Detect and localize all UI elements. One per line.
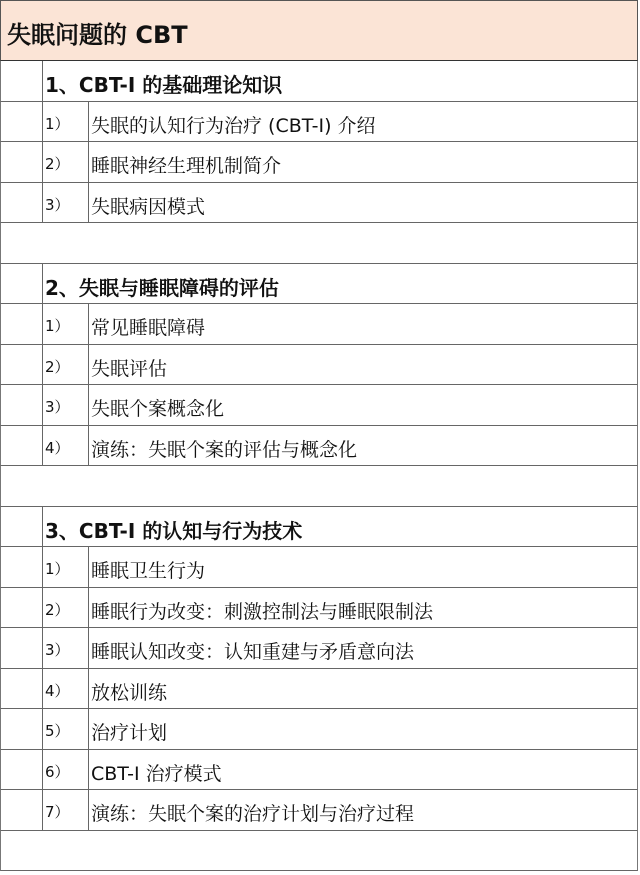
item-number-cell (42, 750, 89, 790)
list-item (0, 709, 638, 750)
blank-cell (1, 547, 43, 587)
item-text: 演练：失眠个案的评估与概念化 (91, 438, 358, 461)
item-number: 4） (45, 438, 70, 457)
blank-cell (1, 142, 43, 182)
section-title: 2、失眠与睡眠障碍的评估 (45, 275, 279, 300)
item-number: 6） (45, 762, 70, 781)
spacer-row (0, 831, 638, 872)
section-title: 3、CBT-I 的认知与行为技术 (45, 518, 303, 543)
list-item (0, 790, 638, 831)
item-text: 睡眠卫生行为 (91, 560, 206, 582)
item-number: 5） (45, 722, 70, 740)
table-title: 失眠问题的 CBT (7, 21, 188, 49)
spacer-row (0, 466, 638, 507)
list-item (0, 385, 638, 426)
item-number: 2） (45, 357, 70, 376)
item-text: CBT-I 治疗模式 (91, 762, 222, 785)
blank-cell (1, 790, 43, 830)
item-text: 常见睡眠障碍 (91, 317, 206, 339)
blank-cell (1, 264, 43, 304)
blank-cell (1, 61, 43, 101)
item-number: 1） (45, 560, 70, 578)
item-text: 失眠的认知行为治疗 (CBT-I) 介绍 (91, 114, 376, 137)
blank-cell (1, 304, 43, 344)
item-number: 1） (45, 317, 70, 335)
item-text: 失眠评估 (91, 357, 168, 380)
blank-cell (1, 669, 43, 709)
blank-cell (1, 345, 43, 385)
blank-cell (1, 385, 43, 425)
item-number: 2） (45, 155, 70, 173)
spacer-row (0, 223, 638, 264)
item-text: 演练：失眠个案的治疗计划与治疗过程 (91, 803, 415, 825)
item-text: 放松训练 (91, 681, 168, 704)
section-title: 1、CBT-I 的基础理论知识 (45, 73, 283, 97)
item-number-cell (42, 547, 89, 587)
list-item (0, 183, 638, 224)
section-row (0, 264, 638, 305)
item-number-cell (42, 709, 89, 749)
item-number-cell (42, 183, 89, 223)
item-text: 睡眠认知改变：认知重建与矛盾意向法 (91, 641, 415, 663)
blank-cell (1, 183, 43, 223)
blank-cell (1, 507, 43, 547)
section-row (0, 507, 638, 548)
blank-cell (1, 588, 43, 628)
item-number-cell (42, 385, 89, 425)
item-text: 失眠病因模式 (91, 195, 206, 218)
section-row (0, 61, 638, 102)
item-number: 2） (45, 600, 70, 619)
item-number-cell (42, 304, 89, 344)
item-number-cell (42, 628, 89, 668)
table-header (0, 0, 638, 61)
item-number: 4） (45, 681, 70, 700)
item-number-cell (42, 588, 89, 628)
list-item (0, 547, 638, 588)
list-item (0, 750, 638, 791)
blank-cell (1, 628, 43, 668)
blank-cell (1, 709, 43, 749)
item-number-cell (42, 669, 89, 709)
blank-cell (1, 102, 43, 142)
item-text: 睡眠神经生理机制简介 (91, 155, 282, 177)
list-item (0, 588, 638, 629)
item-text: 睡眠行为改变：刺激控制法与睡眠限制法 (91, 600, 434, 623)
list-item (0, 102, 638, 143)
list-item (0, 669, 638, 710)
list-item (0, 345, 638, 386)
item-text: 失眠个案概念化 (91, 398, 225, 420)
item-number-cell (42, 426, 89, 466)
list-item (0, 426, 638, 467)
item-number: 3） (45, 195, 70, 214)
list-item (0, 142, 638, 183)
item-number-cell (42, 142, 89, 182)
item-number: 1） (45, 114, 70, 133)
item-number-cell (42, 790, 89, 830)
list-item (0, 304, 638, 345)
item-number-cell (42, 102, 89, 142)
item-number: 3） (45, 641, 70, 659)
item-number-cell (42, 345, 89, 385)
item-number: 3） (45, 398, 70, 416)
item-number: 7） (45, 803, 70, 821)
blank-cell (1, 426, 43, 466)
item-text: 治疗计划 (91, 722, 168, 744)
list-item (0, 628, 638, 669)
blank-cell (1, 750, 43, 790)
